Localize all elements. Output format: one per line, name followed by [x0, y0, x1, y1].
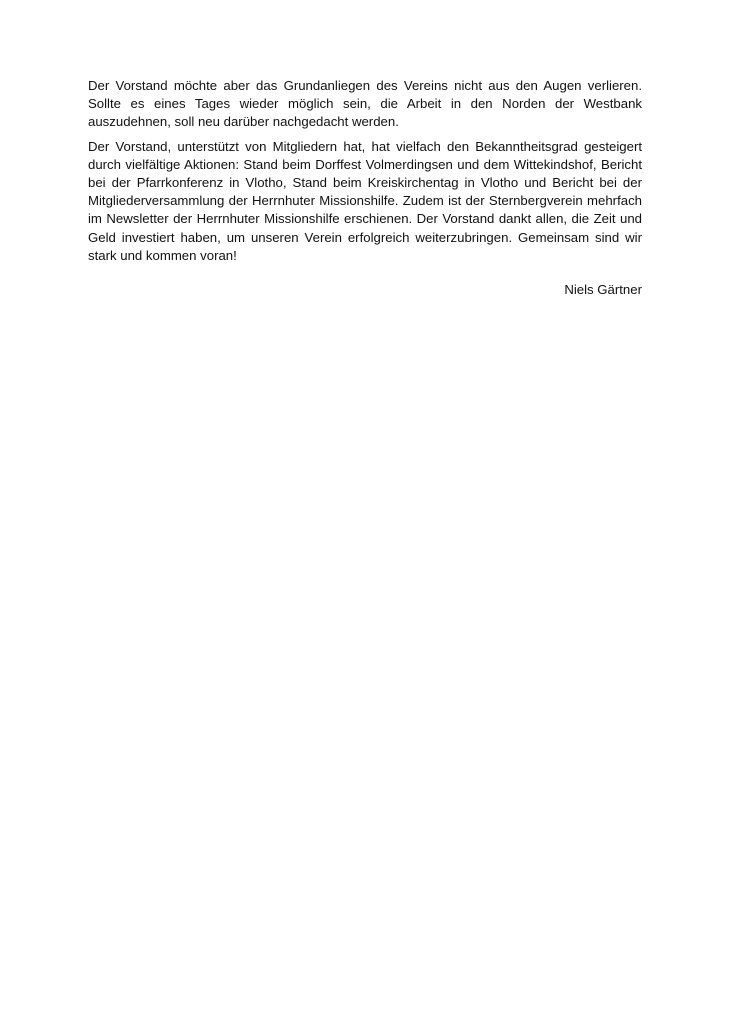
signature: Niels Gärtner	[564, 282, 642, 298]
document-body	[88, 77, 642, 299]
paragraph-board-activities: Der Vorstand, unterstützt von Mitgliedern hat, hat vielfach den Bekanntheitsgrad gesteigert durch vielfältige Aktionen: Stand beim Dorffest Volmerdingsen und dem Wittekindshof, Bericht bei der Pfarrkonferenz in Vlotho, Stand beim Kreiskirchentag in Vlotho und Bericht bei der Mitgliederversammlung der Herrnhuter Missionshilfe. Zudem ist der Sternbergverein mehrfach im Newsletter der Herrnhuter Missionshilfe erschienen. Der Vorstand dankt allen, die Zeit und Geld investiert haben, um unseren Verein erfolgreich weiterzubringen. Gemeinsam sind wir stark und kommen voran!	[88, 138, 642, 263]
paragraph-board-concern: Der Vorstand möchte aber das Grundanliegen des Vereins nicht aus den Augen verlieren. Sollte es eines Tages wieder möglich sein, die Arbeit in den Norden der Westbank auszudehnen, soll neu darüber nachgedacht werden.	[88, 78, 642, 130]
